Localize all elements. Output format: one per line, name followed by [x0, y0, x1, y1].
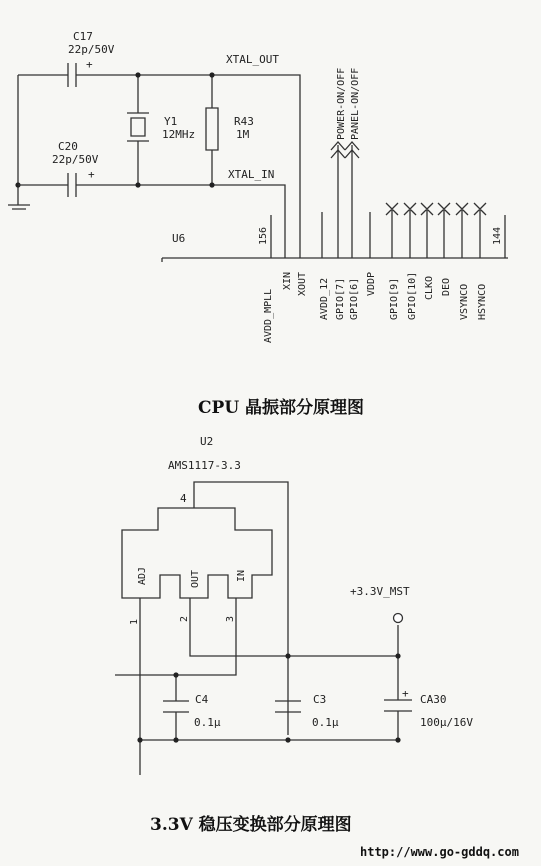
y1-value: 12MHz: [162, 128, 196, 141]
c20-plus: +: [88, 168, 95, 181]
adj-pin-label: ADJ: [137, 566, 148, 585]
pin-3-label: 3: [225, 615, 236, 622]
c17-value: 22p/50V: [68, 43, 115, 56]
panel-onoff-label: PANEL-ON/OFF: [350, 67, 361, 140]
ca30-value: 100μ/16V: [420, 716, 473, 729]
r43-ref: R43: [234, 115, 254, 128]
in-pin-label: IN: [236, 569, 247, 582]
pin-label: VSYNCO: [459, 283, 470, 320]
crystal-circuit: [8, 30, 508, 418]
u2-ref: U2: [200, 435, 214, 448]
regulator-circuit: [115, 435, 473, 835]
pin-label: AVDD_MPLL: [263, 288, 274, 343]
pin-label: HSYNCO: [477, 283, 488, 320]
y1-ref: Y1: [164, 115, 178, 128]
c20-ref: C20: [58, 140, 78, 153]
pin-label: XOUT: [297, 271, 308, 296]
pin-label: CLKO: [424, 275, 435, 300]
c4-value: 0.1μ: [194, 716, 221, 729]
r43-value: 1M: [236, 128, 250, 141]
c20-value: 22p/50V: [52, 153, 99, 166]
power-onoff-label: POWER-ON/OFF: [336, 67, 347, 140]
crystal-caption: CPU 晶振部分原理图: [198, 398, 365, 418]
pin-4-label: 4: [180, 492, 187, 505]
pin-label: GPIO[9]: [389, 277, 400, 320]
pin-1-label: 1: [129, 618, 140, 625]
pin-label: XIN: [282, 271, 293, 290]
ca30-ref: CA30: [420, 693, 447, 706]
c3-ref: C3: [313, 693, 327, 706]
pin-label: GPIO[7]: [335, 277, 346, 320]
c4-ref: C4: [195, 693, 209, 706]
site-url: http://www.go-gddq.com: [360, 845, 519, 859]
ca30-plus: +: [402, 687, 409, 700]
regulator-part-number: AMS1117-3.3: [168, 459, 241, 472]
pin-144-label: 144: [492, 226, 503, 245]
c3-value: 0.1μ: [312, 716, 339, 729]
c17-plus: +: [86, 58, 93, 71]
regulator-caption: 3.3V 稳压变换部分原理图: [150, 815, 352, 835]
pin-label: GPIO[6]: [349, 277, 360, 320]
xtal-out-label: XTAL_OUT: [226, 53, 279, 66]
xtal-in-label: XTAL_IN: [228, 168, 275, 181]
out-pin-label: OUT: [190, 569, 201, 588]
rail-label: +3.3V_MST: [350, 585, 410, 598]
c17-ref: C17: [73, 30, 93, 43]
pin-label: VDDP: [366, 271, 377, 296]
pin-label: DEO: [441, 277, 452, 296]
pin-2-label: 2: [179, 615, 190, 622]
pin-label: AVDD_12: [319, 277, 330, 320]
u6-ref: U6: [172, 232, 186, 245]
pin-156-label: 156: [258, 226, 269, 245]
pin-label: GPIO[10]: [407, 271, 418, 320]
